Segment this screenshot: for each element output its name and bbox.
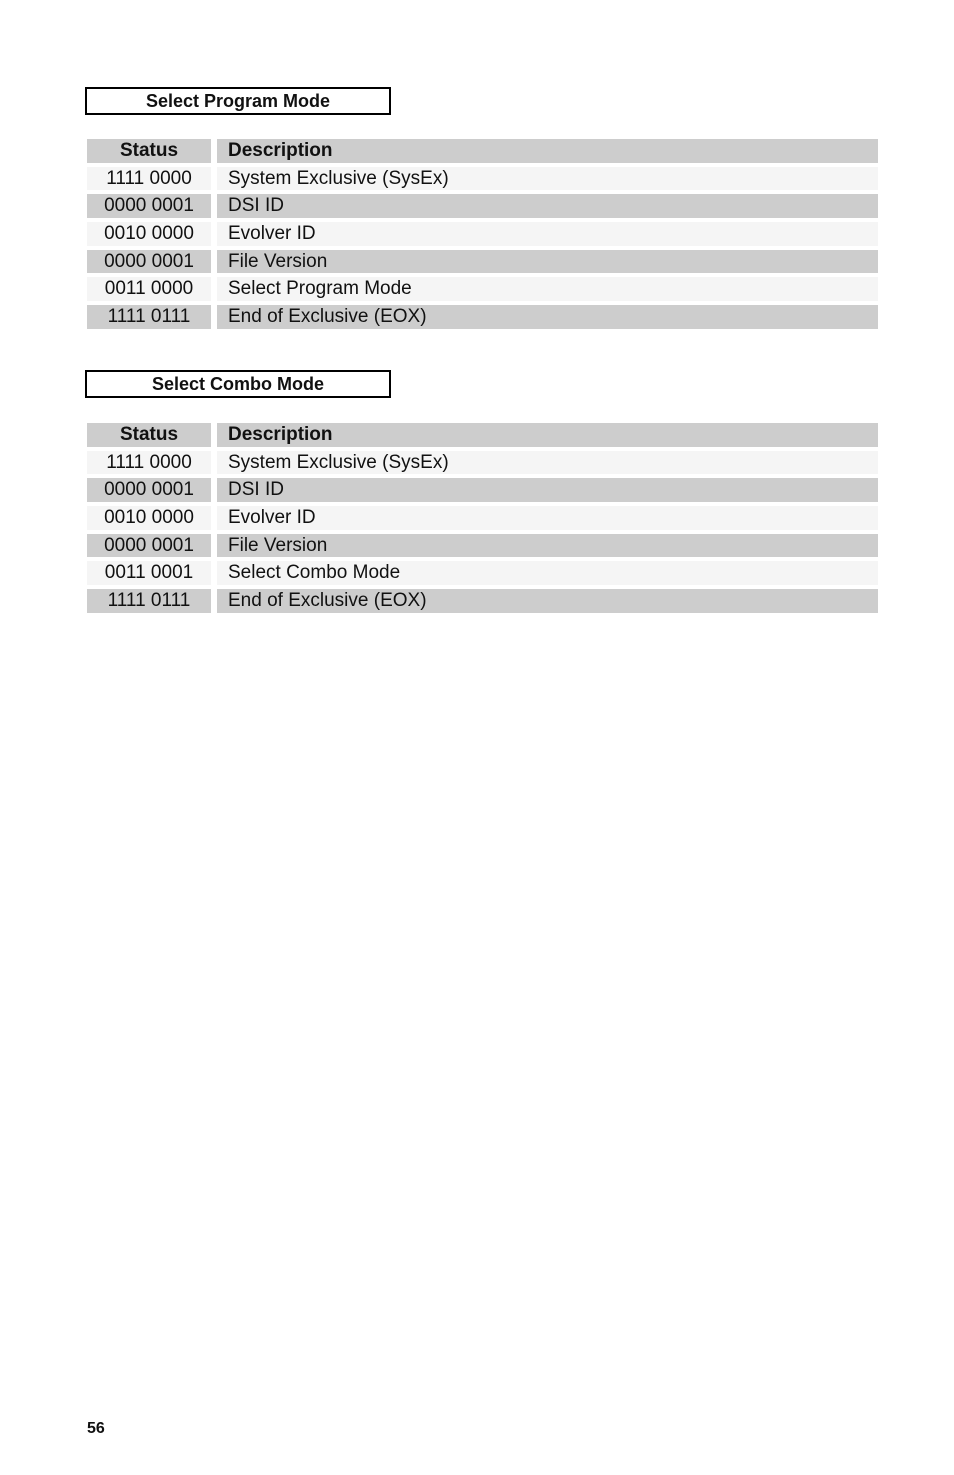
table-row [87, 276, 878, 304]
status-cell: 0010 0000 [87, 506, 211, 530]
table-header-row [87, 138, 878, 166]
description-cell: DSI ID [217, 478, 878, 502]
status-cell: 0000 0001 [87, 534, 211, 558]
table-header-row [87, 422, 878, 450]
description-cell: End of Exclusive (EOX) [217, 589, 878, 613]
table-row [87, 249, 878, 277]
status-cell: 0011 0001 [87, 561, 211, 585]
page-number: 56 [87, 1420, 105, 1437]
description-cell: Select Combo Mode [217, 561, 878, 585]
status-cell: 0000 0001 [87, 194, 211, 218]
table-row [87, 505, 878, 533]
description-column-header: Description [217, 423, 878, 447]
table-row [87, 450, 878, 478]
description-cell: End of Exclusive (EOX) [217, 305, 878, 329]
table-row [87, 560, 878, 588]
status-cell: 1111 0111 [87, 589, 211, 613]
description-cell: File Version [217, 250, 878, 274]
description-cell: File Version [217, 534, 878, 558]
table-row [87, 477, 878, 505]
description-cell: Select Program Mode [217, 277, 878, 301]
status-cell: 0000 0001 [87, 478, 211, 502]
description-cell: System Exclusive (SysEx) [217, 451, 878, 475]
description-cell: System Exclusive (SysEx) [217, 167, 878, 191]
description-cell: Evolver ID [217, 222, 878, 246]
table-row [87, 221, 878, 249]
section-title-program-mode: Select Program Mode [85, 87, 391, 115]
status-column-header: Status [87, 139, 211, 163]
description-column-header: Description [217, 139, 878, 163]
table-row [87, 588, 878, 616]
status-cell: 1111 0000 [87, 167, 211, 191]
table-row [87, 304, 878, 332]
program-mode-table [87, 138, 878, 332]
status-cell: 1111 0000 [87, 451, 211, 475]
description-cell: DSI ID [217, 194, 878, 218]
section-title-combo-mode: Select Combo Mode [85, 370, 391, 398]
description-cell: Evolver ID [217, 506, 878, 530]
status-cell: 1111 0111 [87, 305, 211, 329]
status-cell: 0000 0001 [87, 250, 211, 274]
table-row [87, 533, 878, 561]
status-cell: 0011 0000 [87, 277, 211, 301]
table-row [87, 193, 878, 221]
status-cell: 0010 0000 [87, 222, 211, 246]
table-row [87, 166, 878, 194]
combo-mode-table [87, 422, 878, 616]
status-column-header: Status [87, 423, 211, 447]
